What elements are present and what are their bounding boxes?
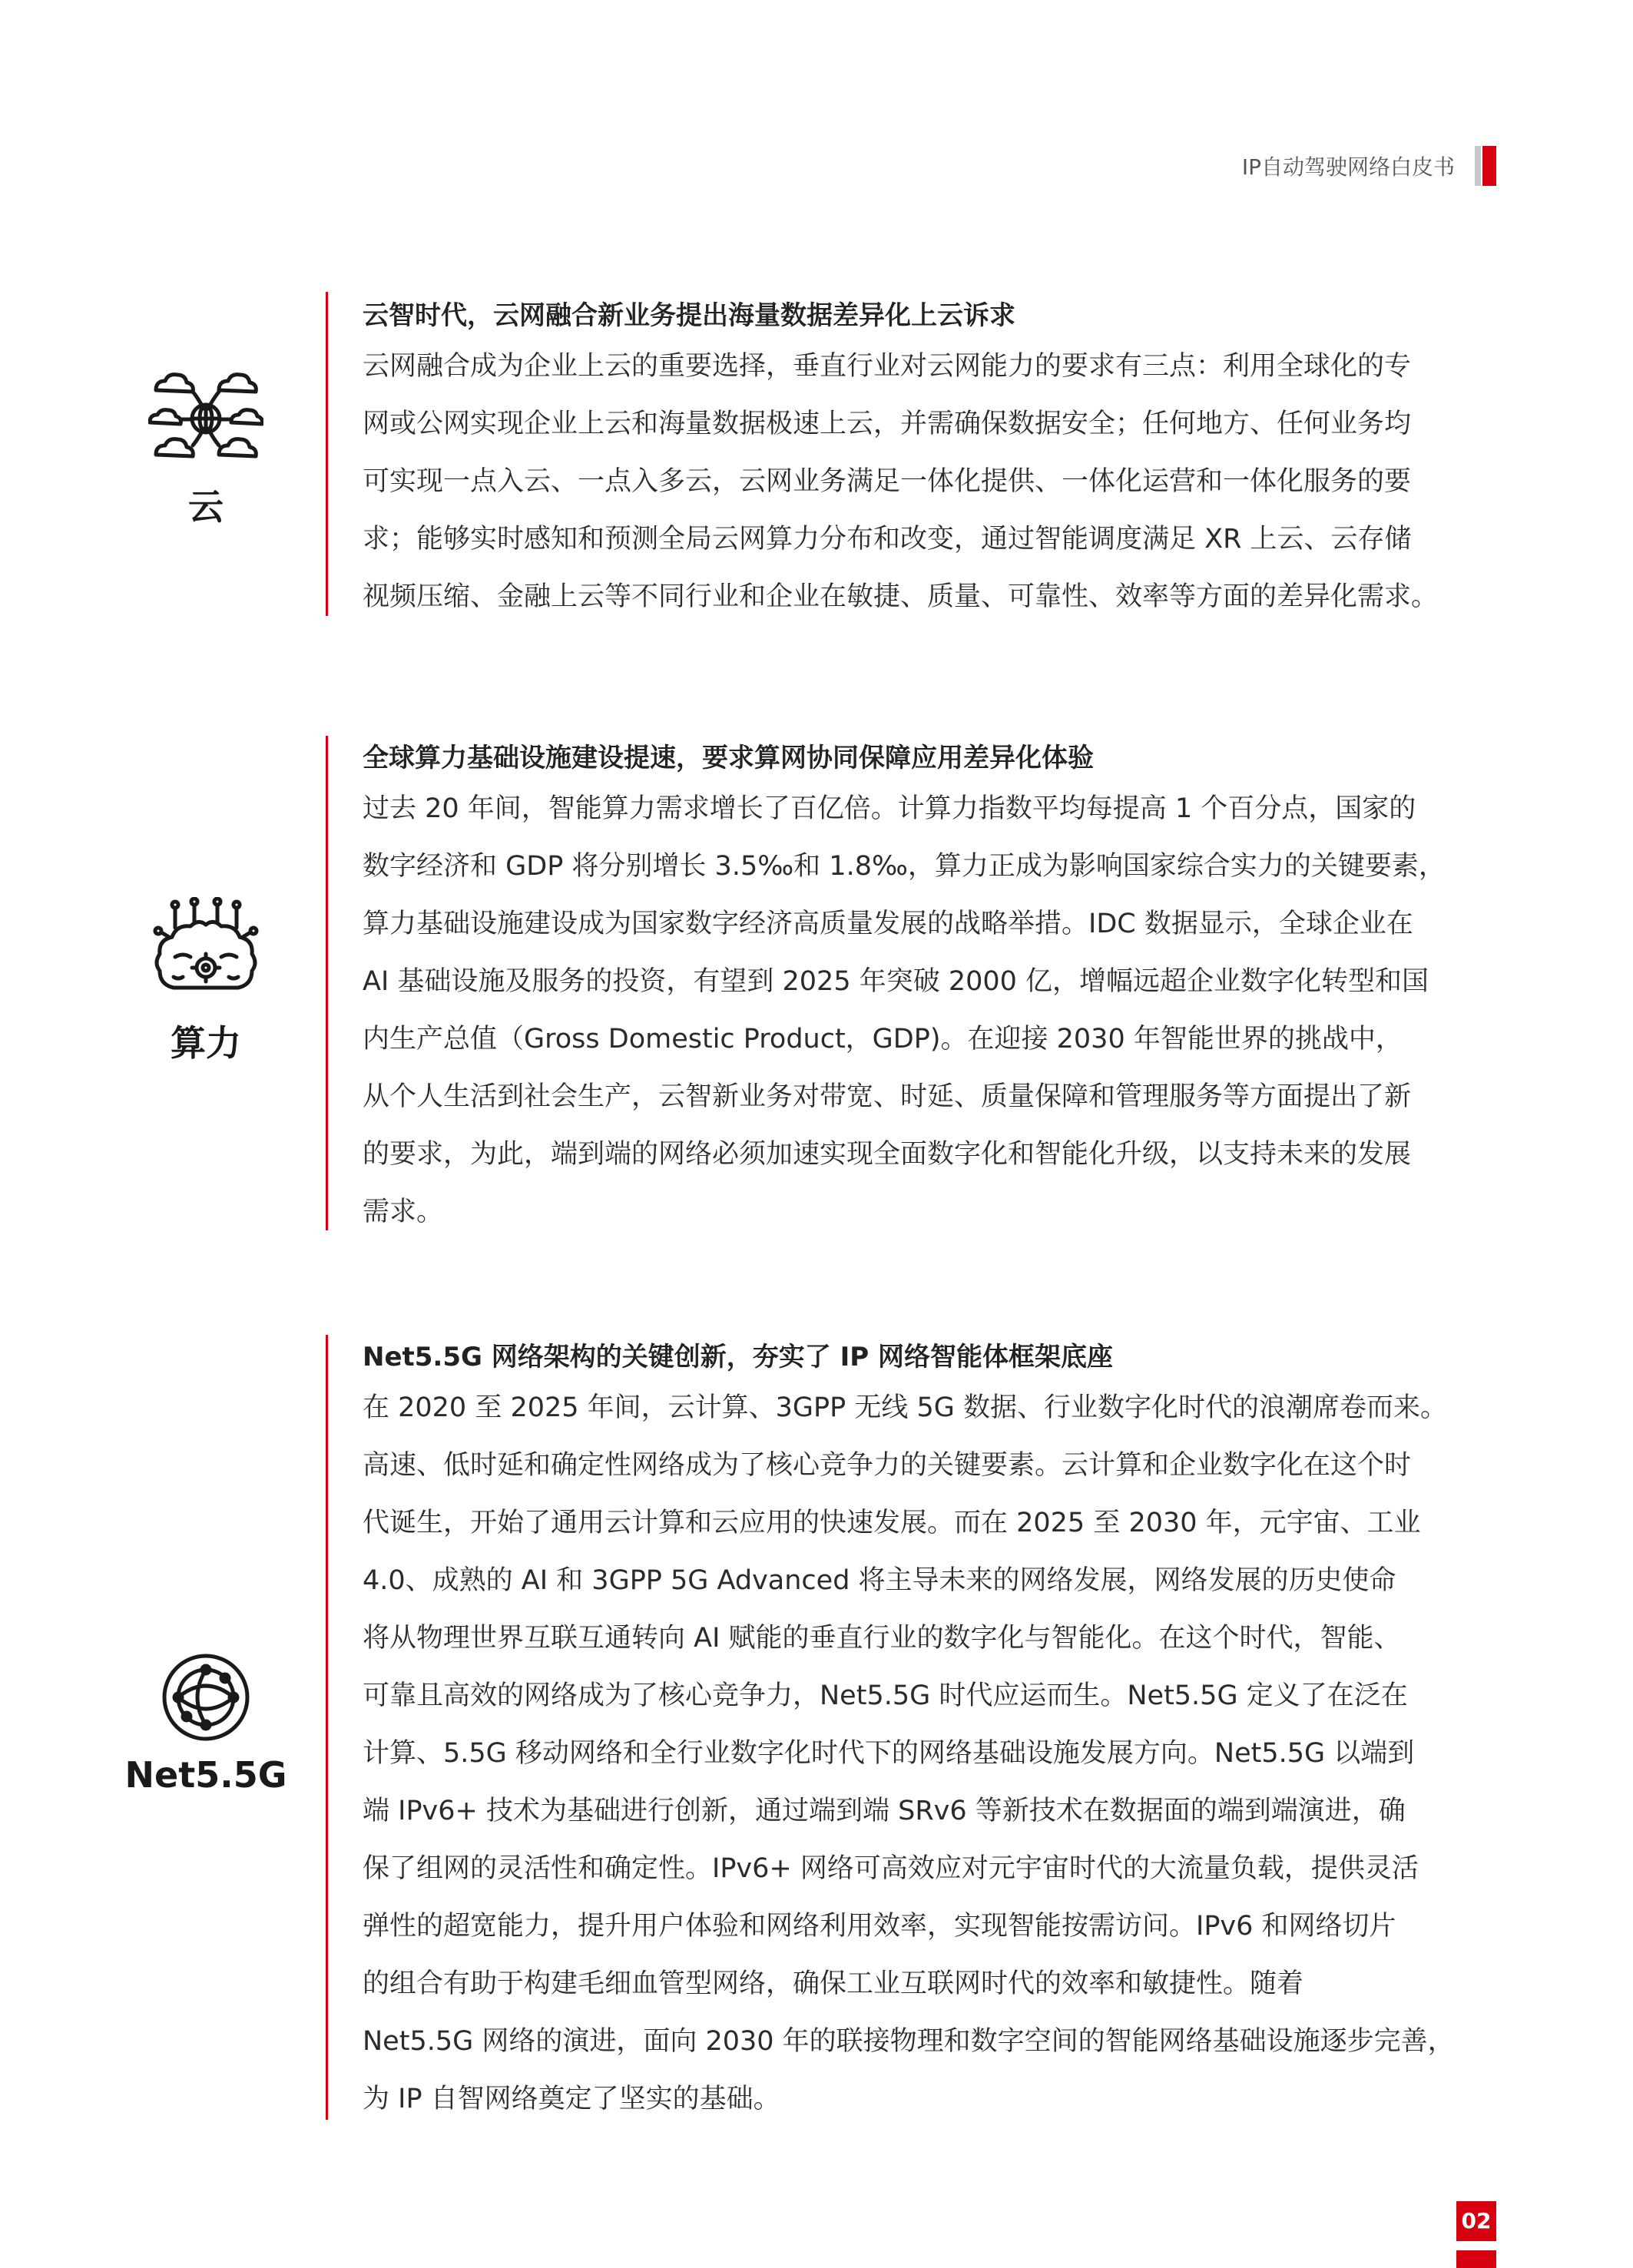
section-compute	[0, 736, 1633, 1235]
cloud-network-icon	[115, 369, 296, 468]
page-number: 02	[1456, 2201, 1496, 2241]
paragraph-line: Net5.5G 网络的演进，面向 2030 年的联接物理和数字空间的智能网络基础设施逐步完善，	[363, 2026, 1455, 2057]
brain-compute-icon	[115, 897, 296, 1005]
paragraph-line: 求；能够实时感知和预测全局云网算力分布和改变，通过智能调度满足 XR 上云、云存储	[363, 524, 1412, 555]
section-content	[363, 1335, 1515, 2128]
paragraph-line: 计算、5.5G 移动网络和全行业数字化时代下的网络基础设施发展方向。Net5.5G 以端到	[363, 1738, 1415, 1769]
paragraph-line: 保了组网的灵活性和确定性。IPv6+ 网络可高效应对元宇宙时代的大流量负载，提供灵活	[363, 1853, 1419, 1884]
paragraph-line: 算力基础设施建设成为国家数字经济高质量发展的战略举措。IDC 数据显示，全球企业在	[363, 909, 1413, 939]
paragraph-line: AI 基础设施及服务的投资，有望到 2025 年突破 2000 亿，增幅远超企业数字化转型和国	[363, 966, 1429, 997]
section-heading: Net5.5G 网络架构的关键创新，夯实了 IP 网络智能体框架底座	[363, 1342, 1113, 1372]
paragraph-line: 从个人生活到社会生产，云智新业务对带宽、时延、质量保障和管理服务等方面提出了新	[363, 1081, 1412, 1112]
paragraph-line: 在 2020 至 2025 年间，云计算、3GPP 无线 5G 数据、行业数字化时代的浪潮席卷而来。	[363, 1392, 1448, 1423]
paragraph-line: 端 IPv6+ 技术为基础进行创新，通过端到端 SRv6 等新技术在数据面的端到端演进，确	[363, 1796, 1406, 1826]
paragraph-line: 将从物理世界互联互通转向 AI 赋能的垂直行业的数字化与智能化。在这个时代，智能、	[363, 1623, 1401, 1654]
paragraph-line: 可实现一点入云、一点入多云，云网业务满足一体化提供、一体化运营和一体化服务的要	[363, 466, 1412, 497]
paragraph-line: 的组合有助于构建毛细血管型网络，确保工业互联网时代的效率和敏捷性。随着	[363, 1968, 1304, 1999]
paragraph-line: 为 IP 自智网络奠定了坚实的基础。	[363, 2084, 780, 2114]
globe-network-icon	[115, 1651, 296, 1743]
paragraph-line: 可靠且高效的网络成为了核心竞争力，Net5.5G 时代应运而生。Net5.5G 定义了在泛在	[363, 1680, 1408, 1711]
header-marker-gray	[1475, 146, 1481, 186]
section-heading: 云智时代，云网融合新业务提出海量数据差异化上云诉求	[363, 300, 1015, 331]
paragraph-line: 数字经济和 GDP 将分别增长 3.5‰和 1.8‰，算力正成为影响国家综合实力的关键要素，	[363, 851, 1446, 882]
document-title: IP自动驾驶网络白皮书	[1241, 154, 1455, 180]
section-cloud	[0, 292, 1633, 630]
paragraph-line: 需求。	[363, 1197, 444, 1227]
section-content	[363, 736, 1515, 1241]
section-icon-block	[115, 369, 296, 530]
section-divider-line	[326, 736, 328, 1230]
section-icon-block	[115, 1651, 296, 1796]
paragraph-line: 过去 20 年间，智能算力需求增长了百亿倍。计算力指数平均每提高 1 个百分点，国家的	[363, 793, 1416, 824]
section-paragraph	[363, 780, 1515, 1241]
section-divider-line	[326, 1335, 328, 2120]
header-marker-red	[1482, 146, 1496, 186]
section-divider-line	[326, 292, 328, 616]
section-label: 算力	[171, 1022, 241, 1064]
paragraph-line: 云网融合成为企业上云的重要选择，垂直行业对云网能力的要求有三点：利用全球化的专	[363, 351, 1412, 382]
paragraph-line: 的要求，为此，端到端的网络必须加速实现全面数字化和智能化升级，以支持未来的发展	[363, 1139, 1412, 1170]
section-label: Net5.5G	[124, 1754, 287, 1796]
paragraph-line: 高速、低时延和确定性网络成为了核心竞争力的关键要素。云计算和企业数字化在这个时	[363, 1450, 1412, 1481]
section-paragraph	[363, 1379, 1515, 2128]
section-paragraph	[363, 338, 1515, 626]
section-heading: 全球算力基础设施建设提速，要求算网协同保障应用差异化体验	[363, 743, 1094, 773]
paragraph-line: 代诞生，开始了通用云计算和云应用的快速发展。而在 2025 至 2030 年，元宇宙、工业	[363, 1508, 1421, 1538]
paragraph-line: 4.0、成熟的 AI 和 3GPP 5G Advanced 将主导未来的网络发展，网络发展的历史使命	[363, 1565, 1396, 1596]
paragraph-line: 内生产总值（Gross Domestic Product，GDP)。在迎接 2030 年智能世界的挑战中，	[363, 1024, 1403, 1055]
section-icon-block	[115, 897, 296, 1066]
paragraph-line: 网或公网实现企业上云和海量数据极速上云，并需确保数据安全；任何地方、任何业务均	[363, 409, 1412, 439]
section-net55g	[0, 1335, 1633, 2126]
paragraph-line: 弹性的超宽能力，提升用户体验和网络利用效率，实现智能按需访问。IPv6 和网络切片	[363, 1911, 1396, 1942]
section-content	[363, 293, 1515, 626]
section-label: 云	[188, 486, 224, 528]
paragraph-line: 视频压缩、金融上云等不同行业和企业在敏捷、质量、可靠性、效率等方面的差异化需求。	[363, 581, 1439, 612]
page-number-strip	[1456, 2250, 1496, 2268]
